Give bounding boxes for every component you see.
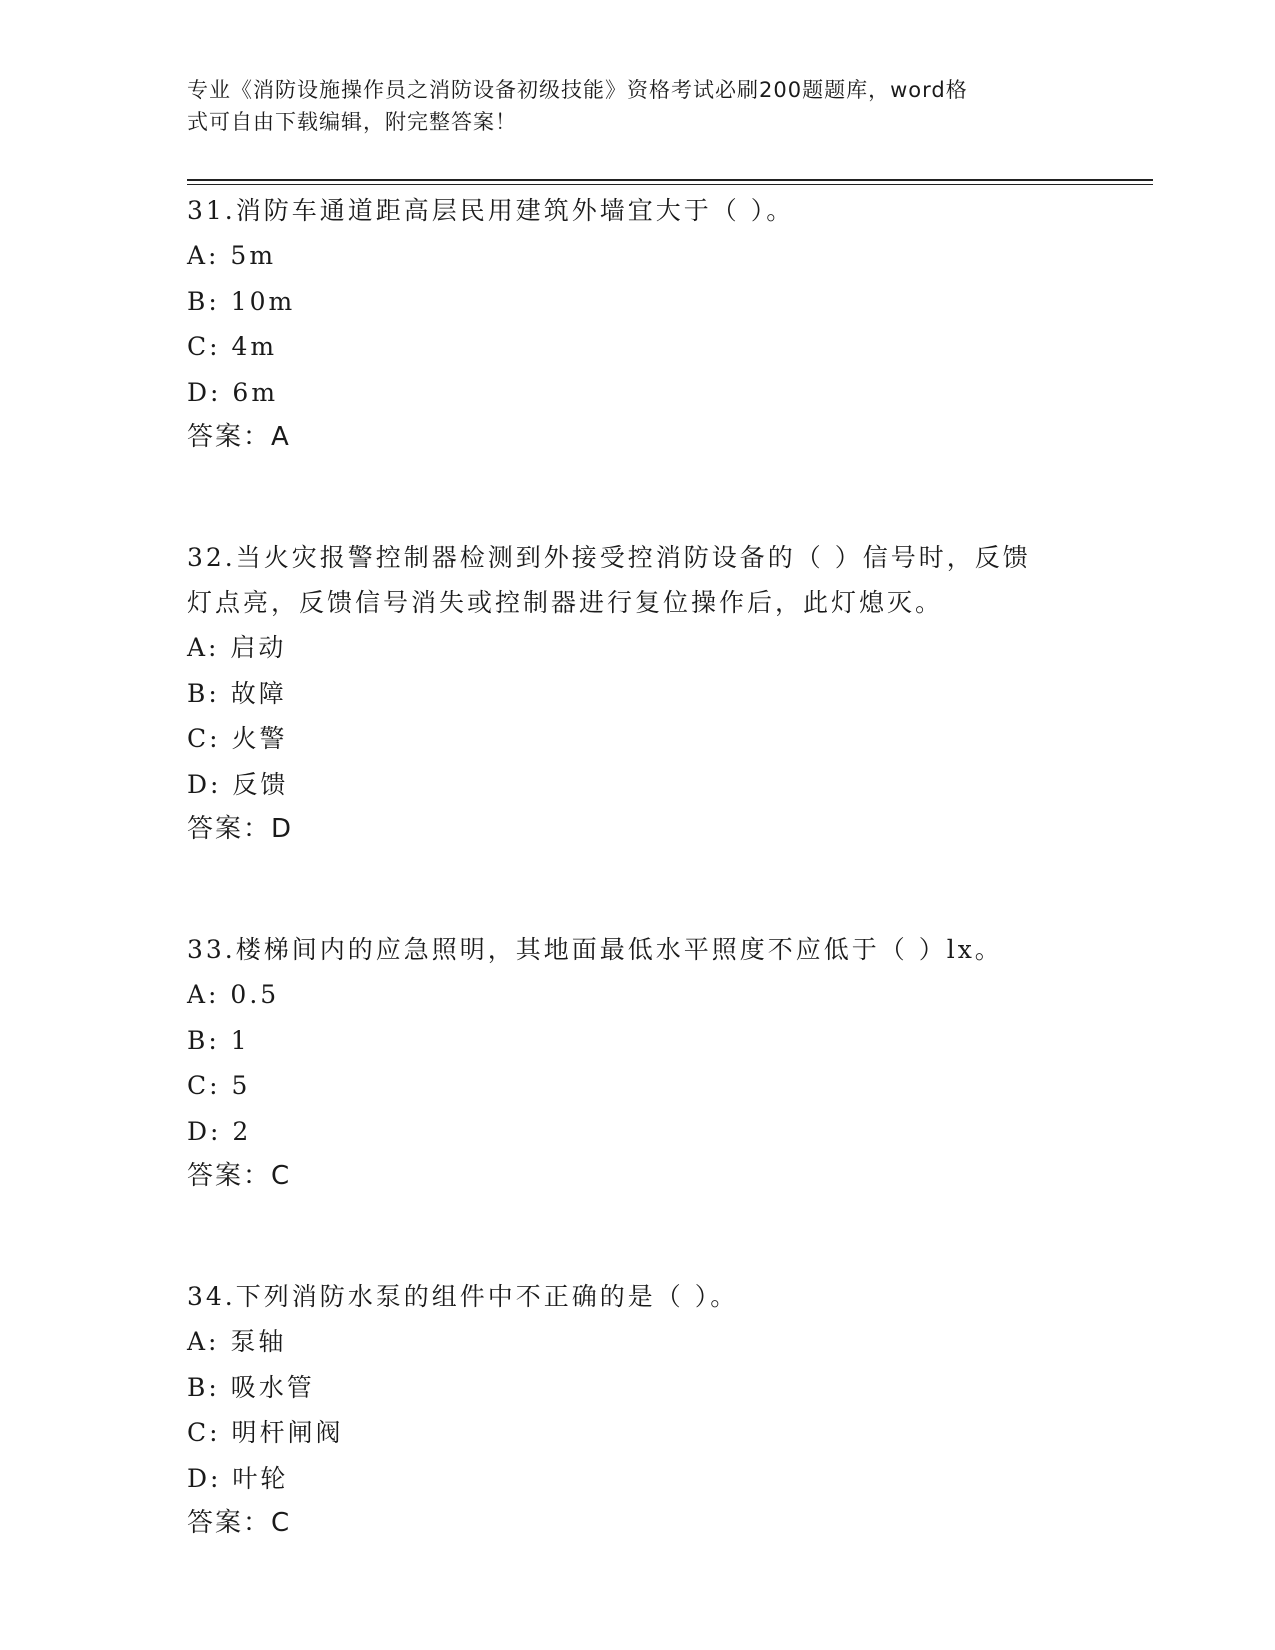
option-c: C: 4m	[187, 332, 278, 361]
question-stem: 31.消防车通道距高层民用建筑外墙宜大于（ ）。	[187, 196, 795, 225]
spacer	[187, 1199, 1087, 1274]
question-32	[187, 535, 1087, 852]
question-stem: 33.楼梯间内的应急照明，其地面最低水平照度不应低于（ ）lx。	[187, 935, 1003, 964]
question-stem-continued: 灯点亮，反馈信号消失或控制器进行复位操作后，此灯熄灭。	[187, 588, 944, 617]
header-line-2: 式可自由下载编辑，附完整答案！	[187, 110, 517, 134]
option-d: D: 6m	[187, 377, 279, 407]
document-header	[187, 74, 1067, 138]
option-b: B: 吸水管	[187, 1372, 315, 1402]
option-a: A: 0.5	[187, 980, 280, 1009]
option-d: D: 叶轮	[187, 1463, 289, 1493]
header-divider-thin	[187, 184, 1153, 185]
option-a: A: 泵轴	[187, 1327, 287, 1356]
question-31	[187, 188, 1087, 460]
answer-line: 答案：A	[187, 422, 291, 452]
question-34	[187, 1274, 1087, 1546]
option-a: A: 5m	[187, 241, 277, 270]
spacer	[187, 852, 1087, 927]
option-b: B: 故障	[187, 678, 287, 708]
option-c: C: 明杆闸阀	[187, 1418, 344, 1447]
question-stem: 32.当火灾报警控制器检测到外接受控消防设备的（ ）信号时，反馈	[187, 543, 1031, 572]
option-b: B: 1	[187, 1025, 250, 1055]
question-33	[187, 927, 1087, 1199]
header-divider-thick	[187, 179, 1153, 181]
answer-line: 答案：C	[187, 1161, 292, 1191]
option-c: C: 火警	[187, 724, 288, 753]
option-b: B: 10m	[187, 286, 296, 316]
header-line-1: 专业《消防设施操作员之消防设备初级技能》资格考试必刷200题题库，word格	[187, 78, 968, 102]
option-d: D: 反馈	[187, 769, 289, 799]
question-list	[187, 188, 1087, 1546]
answer-line: 答案：D	[187, 814, 294, 844]
option-d: D: 2	[187, 1116, 252, 1146]
answer-line: 答案：C	[187, 1508, 292, 1538]
spacer	[187, 460, 1087, 535]
option-c: C: 5	[187, 1071, 251, 1100]
option-a: A: 启动	[187, 633, 287, 662]
question-stem: 34.下列消防水泵的组件中不正确的是（ ）。	[187, 1282, 739, 1311]
